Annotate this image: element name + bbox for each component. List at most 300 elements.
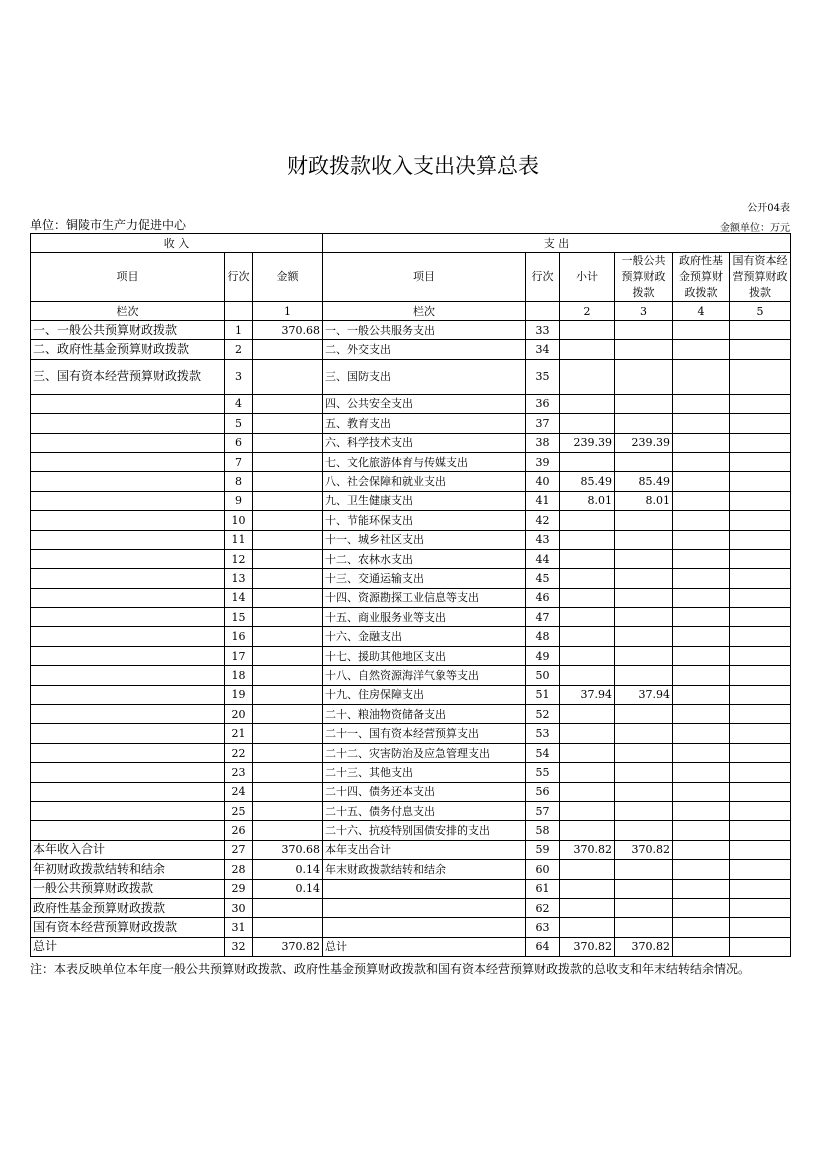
income-item: 本年收入合计: [31, 840, 225, 859]
income-line-no: 25: [225, 801, 253, 820]
subtotal-value: [560, 666, 615, 685]
gov-fund-value: [673, 840, 730, 859]
expense-line-no: 59: [526, 840, 560, 859]
expense-line-no: 64: [526, 937, 560, 956]
expense-item: 本年支出合计: [323, 840, 526, 859]
state-capital-value: [730, 530, 791, 549]
subtotal-value: [560, 627, 615, 646]
gov-fund-value: [673, 879, 730, 898]
subtotal-value: [560, 414, 615, 433]
expense-item: [323, 879, 526, 898]
gov-fund-value: [673, 321, 730, 340]
income-line-no: 15: [225, 608, 253, 627]
subtotal-value: 370.82: [560, 840, 615, 859]
income-amount: 0.14: [253, 879, 323, 898]
expense-line-no: 42: [526, 511, 560, 530]
form-number: 公开04表: [747, 203, 790, 214]
general-budget-value: [615, 608, 673, 627]
subtotal-value: [560, 588, 615, 607]
expense-item: 二十一、国有资本经营预算支出: [323, 724, 526, 743]
gov-fund-value: [673, 433, 730, 452]
state-capital-value: [730, 705, 791, 724]
expense-line-no: 37: [526, 414, 560, 433]
income-item: [31, 821, 225, 840]
income-amount: 370.68: [253, 321, 323, 340]
general-budget-value: [615, 321, 673, 340]
income-item: [31, 394, 225, 413]
income-amount: 370.82: [253, 937, 323, 956]
expense-item: 八、社会保障和就业支出: [323, 472, 526, 491]
income-amount: [253, 359, 323, 394]
expense-line-no: 43: [526, 530, 560, 549]
expense-line-no: 34: [526, 340, 560, 359]
income-line-no: 7: [225, 452, 253, 471]
income-item: 政府性基金预算财政拨款: [31, 898, 225, 917]
expense-line-no: 46: [526, 588, 560, 607]
income-item: [31, 763, 225, 782]
footnote: 注：本表反映单位本年度一般公共预算财政拨款、政府性基金预算财政拨款和国有资本经营预算财政拨款的总收支和年末结转结余情况。: [30, 962, 751, 976]
subtotal-value: [560, 763, 615, 782]
expense-item: 一、一般公共服务支出: [323, 321, 526, 340]
gov-fund-value: [673, 511, 730, 530]
table-row: [31, 782, 791, 801]
gov-fund-value: [673, 685, 730, 704]
col-3: 3: [615, 302, 673, 321]
income-amount: [253, 724, 323, 743]
income-item: [31, 743, 225, 762]
state-capital-value: [730, 724, 791, 743]
gov-fund-value: [673, 801, 730, 820]
income-line-no: 3: [225, 359, 253, 394]
table-row: [31, 937, 791, 956]
subtotal-value: 239.39: [560, 433, 615, 452]
table-row: [31, 414, 791, 433]
table-row: [31, 569, 791, 588]
expense-item: 十、节能环保支出: [323, 511, 526, 530]
income-line-no: 16: [225, 627, 253, 646]
gov-fund-value: [673, 569, 730, 588]
gov-fund-value: [673, 898, 730, 917]
gov-fund-value: [673, 491, 730, 510]
table-row: [31, 359, 791, 394]
income-amount: [253, 685, 323, 704]
expense-header: 支 出: [323, 234, 791, 253]
state-capital-value: [730, 918, 791, 937]
income-item: [31, 627, 225, 646]
subtotal-value: [560, 340, 615, 359]
gov-fund-header: 政府性基金预算财政拨款: [673, 253, 730, 302]
subtotal-value: 37.94: [560, 685, 615, 704]
subtotal-value: [560, 801, 615, 820]
state-capital-value: [730, 491, 791, 510]
income-line-no: 8: [225, 472, 253, 491]
state-capital-header: 国有资本经营预算财政拨款: [730, 253, 791, 302]
income-line-no: 18: [225, 666, 253, 685]
col-empty: [526, 302, 560, 321]
expense-item: 十七、援助其他地区支出: [323, 646, 526, 665]
subtotal-value: 85.49: [560, 472, 615, 491]
state-capital-value: [730, 860, 791, 879]
expense-item: 四、公共安全支出: [323, 394, 526, 413]
general-budget-value: [615, 724, 673, 743]
expense-line-no: 40: [526, 472, 560, 491]
state-capital-value: [730, 763, 791, 782]
expense-line-no: 62: [526, 898, 560, 917]
state-capital-value: [730, 472, 791, 491]
state-capital-value: [730, 646, 791, 665]
gov-fund-value: [673, 743, 730, 762]
subtotal-value: [560, 394, 615, 413]
expense-line-no: 39: [526, 452, 560, 471]
general-budget-value: 370.82: [615, 840, 673, 859]
col-empty: [225, 302, 253, 321]
expense-line-no: 48: [526, 627, 560, 646]
expense-line-no: 35: [526, 359, 560, 394]
gov-fund-value: [673, 763, 730, 782]
subtotal-value: [560, 821, 615, 840]
expense-item: 十四、资源勘探工业信息等支出: [323, 588, 526, 607]
expense-line-no: 57: [526, 801, 560, 820]
income-amount: [253, 511, 323, 530]
general-budget-value: [615, 569, 673, 588]
state-capital-value: [730, 937, 791, 956]
subtotal-value: [560, 724, 615, 743]
state-capital-value: [730, 414, 791, 433]
income-item: 三、国有资本经营预算财政拨款: [31, 359, 225, 394]
income-item: [31, 511, 225, 530]
income-line-no: 21: [225, 724, 253, 743]
income-item: 国有资本经营预算财政拨款: [31, 918, 225, 937]
income-amount: [253, 588, 323, 607]
table-row: [31, 666, 791, 685]
income-amount: [253, 743, 323, 762]
income-amount: [253, 918, 323, 937]
expense-item: 十一、城乡社区支出: [323, 530, 526, 549]
state-capital-value: [730, 511, 791, 530]
income-line-no: 28: [225, 860, 253, 879]
page-title: 财政拨款收入支出决算总表: [287, 154, 539, 178]
state-capital-value: [730, 840, 791, 859]
subtotal-value: [560, 549, 615, 568]
expense-item: 五、教育支出: [323, 414, 526, 433]
table-row: [31, 340, 791, 359]
col-2: 2: [560, 302, 615, 321]
table-row: [31, 627, 791, 646]
col-4: 4: [673, 302, 730, 321]
income-amount: [253, 608, 323, 627]
budget-table: [30, 233, 791, 957]
income-line-no: 9: [225, 491, 253, 510]
income-amount: [253, 414, 323, 433]
gov-fund-value: [673, 588, 730, 607]
income-amount: [253, 763, 323, 782]
general-budget-value: [615, 549, 673, 568]
state-capital-value: [730, 627, 791, 646]
income-item: [31, 569, 225, 588]
state-capital-value: [730, 452, 791, 471]
state-capital-value: [730, 801, 791, 820]
gov-fund-value: [673, 666, 730, 685]
income-line-no: 11: [225, 530, 253, 549]
income-line-no: 4: [225, 394, 253, 413]
income-item: [31, 433, 225, 452]
expense-item: 二十二、灾害防治及应急管理支出: [323, 743, 526, 762]
table-row: [31, 646, 791, 665]
general-budget-value: [615, 646, 673, 665]
state-capital-value: [730, 569, 791, 588]
col-label: 栏次: [323, 302, 526, 321]
income-amount: [253, 472, 323, 491]
subtotal-value: [560, 898, 615, 917]
income-amount: [253, 452, 323, 471]
income-item: 一、一般公共预算财政拨款: [31, 321, 225, 340]
subtotal-value: [560, 918, 615, 937]
income-amount: [253, 627, 323, 646]
state-capital-value: [730, 359, 791, 394]
general-budget-value: 8.01: [615, 491, 673, 510]
income-item: [31, 452, 225, 471]
subtotal-value: [560, 569, 615, 588]
expense-item: 六、科学技术支出: [323, 433, 526, 452]
expense-line-no: 61: [526, 879, 560, 898]
state-capital-value: [730, 433, 791, 452]
income-amount: [253, 646, 323, 665]
expense-item: 十三、交通运输支出: [323, 569, 526, 588]
table-row: [31, 452, 791, 471]
money-unit: 金额单位：万元: [720, 223, 790, 234]
table-row: [31, 394, 791, 413]
income-line-no: 6: [225, 433, 253, 452]
state-capital-value: [730, 608, 791, 627]
income-amount: 0.14: [253, 860, 323, 879]
table-row: [31, 724, 791, 743]
income-item: 一般公共预算财政拨款: [31, 879, 225, 898]
income-item: [31, 549, 225, 568]
expense-line-no: 49: [526, 646, 560, 665]
col-5: 5: [730, 302, 791, 321]
general-budget-value: [615, 627, 673, 646]
income-item: [31, 705, 225, 724]
expense-line-no: 63: [526, 918, 560, 937]
state-capital-value: [730, 898, 791, 917]
gov-fund-value: [673, 359, 730, 394]
state-capital-value: [730, 340, 791, 359]
income-line-no: 24: [225, 782, 253, 801]
income-amount: [253, 782, 323, 801]
income-line-no: 17: [225, 646, 253, 665]
table-row: [31, 491, 791, 510]
gov-fund-value: [673, 937, 730, 956]
table-row: [31, 530, 791, 549]
expense-item: 年末财政拨款结转和结余: [323, 860, 526, 879]
gov-fund-value: [673, 530, 730, 549]
income-amount: [253, 340, 323, 359]
general-budget-value: [615, 860, 673, 879]
gov-fund-value: [673, 646, 730, 665]
income-amount: [253, 530, 323, 549]
table-row: [31, 433, 791, 452]
expense-item: 二十、粮油物资储备支出: [323, 705, 526, 724]
gov-fund-value: [673, 340, 730, 359]
income-amount: [253, 898, 323, 917]
income-line-no: 26: [225, 821, 253, 840]
general-budget-value: [615, 743, 673, 762]
subtotal-value: [560, 608, 615, 627]
expense-item: 十八、自然资源海洋气象等支出: [323, 666, 526, 685]
income-header: 收 入: [31, 234, 323, 253]
income-item: [31, 414, 225, 433]
income-item: [31, 588, 225, 607]
gov-fund-value: [673, 724, 730, 743]
state-capital-value: [730, 879, 791, 898]
income-item: [31, 491, 225, 510]
gov-fund-value: [673, 608, 730, 627]
expense-item: 十九、住房保障支出: [323, 685, 526, 704]
reporting-unit: 单位：铜陵市生产力促进中心: [30, 218, 187, 232]
table-row: [31, 549, 791, 568]
subtotal-value: [560, 860, 615, 879]
table-row: [31, 821, 791, 840]
general-budget-value: [615, 821, 673, 840]
income-line-no: 31: [225, 918, 253, 937]
expense-line-no: 44: [526, 549, 560, 568]
subtotal-value: [560, 359, 615, 394]
subtotal-value: [560, 511, 615, 530]
general-budget-value: [615, 359, 673, 394]
table-row: [31, 918, 791, 937]
income-line-no: 14: [225, 588, 253, 607]
expense-line-no: 55: [526, 763, 560, 782]
expense-item: 十五、商业服务业等支出: [323, 608, 526, 627]
subtotal-value: [560, 530, 615, 549]
income-line-no: 10: [225, 511, 253, 530]
income-item: [31, 530, 225, 549]
income-line-no: 22: [225, 743, 253, 762]
table-row: [31, 472, 791, 491]
table-row: [31, 860, 791, 879]
table-row: [31, 879, 791, 898]
income-amount: [253, 569, 323, 588]
state-capital-value: [730, 782, 791, 801]
income-amount: [253, 549, 323, 568]
general-budget-value: [615, 530, 673, 549]
income-line-no: 27: [225, 840, 253, 859]
income-amount: [253, 821, 323, 840]
general-budget-value: [615, 394, 673, 413]
income-item: [31, 608, 225, 627]
income-item: 二、政府性基金预算财政拨款: [31, 340, 225, 359]
subtotal-value: [560, 452, 615, 471]
table-row: [31, 705, 791, 724]
subtotal-value: [560, 782, 615, 801]
general-budget-value: [615, 452, 673, 471]
income-amount: [253, 433, 323, 452]
income-line-no: 29: [225, 879, 253, 898]
subtotal-value: [560, 321, 615, 340]
expense-item: 三、国防支出: [323, 359, 526, 394]
subtotal-header: 小计: [560, 253, 615, 302]
expense-item: 十六、金融支出: [323, 627, 526, 646]
general-budget-value: 239.39: [615, 433, 673, 452]
income-item: [31, 472, 225, 491]
expense-item: 二、外交支出: [323, 340, 526, 359]
gov-fund-value: [673, 452, 730, 471]
income-amount-header: 金额: [253, 253, 323, 302]
income-item: [31, 646, 225, 665]
state-capital-value: [730, 394, 791, 413]
gov-fund-value: [673, 918, 730, 937]
expense-item-header: 项目: [323, 253, 526, 302]
state-capital-value: [730, 666, 791, 685]
subtotal-value: [560, 705, 615, 724]
expense-line-no: 52: [526, 705, 560, 724]
general-budget-value: [615, 763, 673, 782]
general-budget-value: 370.82: [615, 937, 673, 956]
general-budget-value: 85.49: [615, 472, 673, 491]
gov-fund-value: [673, 549, 730, 568]
income-item: [31, 801, 225, 820]
gov-fund-value: [673, 860, 730, 879]
expense-line-no: 51: [526, 685, 560, 704]
expense-item: [323, 918, 526, 937]
state-capital-value: [730, 821, 791, 840]
expense-line-no: 56: [526, 782, 560, 801]
state-capital-value: [730, 549, 791, 568]
income-item-header: 项目: [31, 253, 225, 302]
subtotal-value: [560, 646, 615, 665]
expense-line-no: 58: [526, 821, 560, 840]
general-budget-value: [615, 782, 673, 801]
general-budget-value: [615, 340, 673, 359]
income-amount: [253, 666, 323, 685]
table-row: [31, 321, 791, 340]
expense-item: 二十四、债务还本支出: [323, 782, 526, 801]
general-budget-value: [615, 918, 673, 937]
general-budget-value: 37.94: [615, 685, 673, 704]
expense-line-no: 41: [526, 491, 560, 510]
state-capital-value: [730, 685, 791, 704]
col-label: 栏次: [31, 302, 225, 321]
general-budget-value: [615, 588, 673, 607]
expense-line-no: 45: [526, 569, 560, 588]
general-budget-value: [615, 898, 673, 917]
expense-item: 二十六、抗疫特别国债安排的支出: [323, 821, 526, 840]
subtotal-value: [560, 743, 615, 762]
expense-line-no: 50: [526, 666, 560, 685]
table-row: [31, 898, 791, 917]
state-capital-value: [730, 588, 791, 607]
expense-item: 二十三、其他支出: [323, 763, 526, 782]
expense-line-no: 36: [526, 394, 560, 413]
state-capital-value: [730, 321, 791, 340]
table-row: [31, 801, 791, 820]
table-row: [31, 840, 791, 859]
income-item: [31, 782, 225, 801]
expense-item: 十二、农林水支出: [323, 549, 526, 568]
general-budget-value: [615, 414, 673, 433]
expense-line-no: 54: [526, 743, 560, 762]
income-line-header: 行次: [225, 253, 253, 302]
expense-item: 九、卫生健康支出: [323, 491, 526, 510]
table-row: [31, 588, 791, 607]
state-capital-value: [730, 743, 791, 762]
income-line-no: 20: [225, 705, 253, 724]
gov-fund-value: [673, 472, 730, 491]
income-line-no: 19: [225, 685, 253, 704]
general-budget-header: 一般公共预算财政拨款: [615, 253, 673, 302]
table-row: [31, 511, 791, 530]
income-item: [31, 666, 225, 685]
